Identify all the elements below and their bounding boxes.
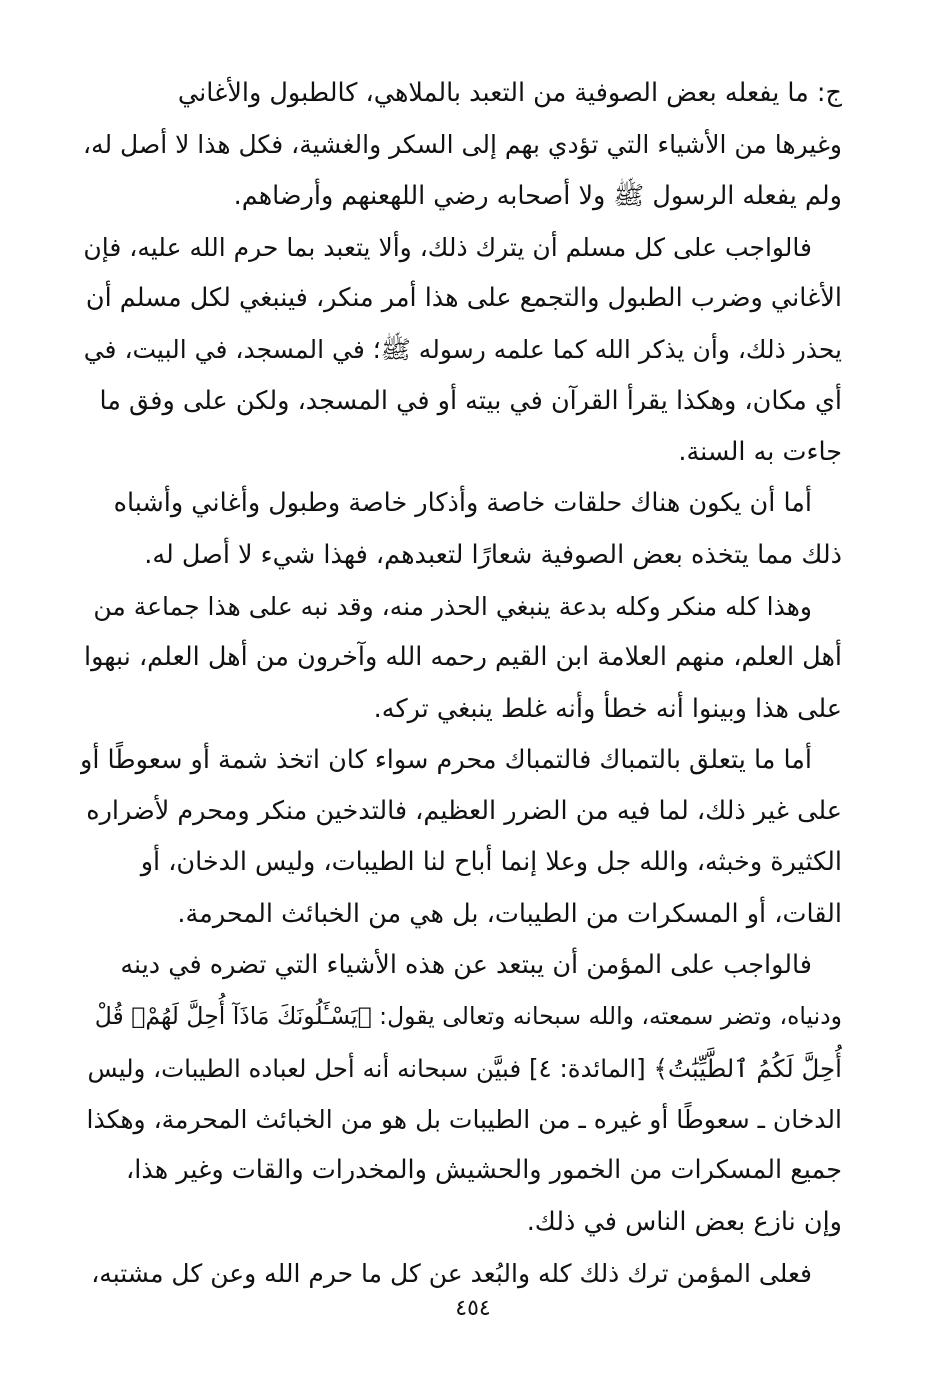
page-number: ٤٥٤ xyxy=(455,1296,491,1321)
text-line: على هذا وبينوا أنه خطأ وأنه غلط ينبغي تركه. xyxy=(373,693,842,724)
text-line: أما أن يكون هناك حلقات خاصة وأذكار خاصة وطبول وأغاني وأشباه xyxy=(113,488,812,519)
text-line: وهذا كله منكر وكله بدعة ينبغي الحذر منه، وقد نبه على هذا جماعة من xyxy=(93,591,812,621)
text-line: الأغاني وضرب الطبول والتجمع على هذا أمر منكر، فينبغي لكل مسلم أن xyxy=(85,283,842,314)
paragraph xyxy=(80,478,842,581)
text-line: الكثيرة وخبثه، والله جل وعلا إنما أباح لنا الطيبات، وليس الدخان، أو xyxy=(140,847,842,878)
page-body xyxy=(80,68,842,1299)
text-line-with-quran-verse: أُحِلَّ لَكُمُ ٱلطَّيِّبَٰتُ﴾ [المائدة: ٤] فبيَّن سبحانه أنه أحل لعباده الطيبات، وليس xyxy=(87,1053,842,1083)
text-line: فعلى المؤمن ترك ذلك كله والبُعد عن كل ما حرم الله وعن كل مشتبه، xyxy=(91,1258,812,1288)
text-line: فالواجب على المؤمن أن يبتعد عن هذه الأشياء التي تضره في دينه xyxy=(120,950,812,981)
text-line: على غير ذلك، لما فيه من الضرر العظيم، فالتدخين منكر ومحرم لأضراره xyxy=(86,796,842,827)
text-line: وغيرها من الأشياء التي تؤدي بهم إلى السكر والغشية، فكل هذا لا أصل له، xyxy=(83,130,842,160)
paragraph xyxy=(80,735,842,940)
paragraph xyxy=(80,581,842,735)
paragraph xyxy=(80,222,842,478)
text-line: ولم يفعله الرسول ﷺ ولا أصحابه رضي اللهعنهم وأرضاهم. xyxy=(233,180,842,211)
text-line: الدخان ـ سعوطًا أو غيره ـ من الطيبات بل هو من الخبائث المحرمة، وهكذا xyxy=(86,1104,842,1134)
paragraph xyxy=(80,940,842,1248)
text-line: القات، أو المسكرات من الطيبات، بل هي من الخبائث المحرمة. xyxy=(177,898,842,929)
text-line: وإن نازع بعض الناس في ذلك. xyxy=(526,1206,842,1237)
text-line: ج: ما يفعله بعض الصوفية من التعبد بالملاهي، كالطبول والأغاني xyxy=(177,78,842,108)
paragraph xyxy=(80,68,842,222)
text-line: أي مكان، وهكذا يقرأ القرآن في بيته أو في المسجد، ولكن على وفق ما xyxy=(99,385,842,416)
text-line: يحذر ذلك، وأن يذكر الله كما علمه رسوله ﷺ؛ في المسجد، في البيت، في xyxy=(83,335,842,365)
text-line: جاءت به السنة. xyxy=(678,437,842,468)
text-line-with-quran-verse: ودنياه، وتضر سمعته، والله سبحانه وتعالى يقول: ﴿يَسْـَٔلُونَكَ مَاذَآ أُحِلَّ لَهُمْۖ قُلْ xyxy=(94,1002,842,1031)
text-line: فالواجب على كل مسلم أن يترك ذلك، وألا يتعبد بما حرم الله عليه، فإن xyxy=(83,232,812,262)
paragraph xyxy=(80,1248,842,1299)
text-line: أهل العلم، منهم العلامة ابن القيم رحمه الله وآخرون من أهل العلم، نبهوا xyxy=(84,642,842,673)
text-line: ذلك مما يتخذه بعض الصوفية شعارًا لتعبدهم، فهذا شيء لا أصل له. xyxy=(144,539,842,570)
text-line: جميع المسكرات من الخمور والحشيش والمخدرات والقات وغير هذا، xyxy=(126,1155,842,1186)
text-line: أما ما يتعلق بالتمباك فالتمباك محرم سواء كان اتخذ شمة أو سعوطًا أو xyxy=(80,744,812,775)
